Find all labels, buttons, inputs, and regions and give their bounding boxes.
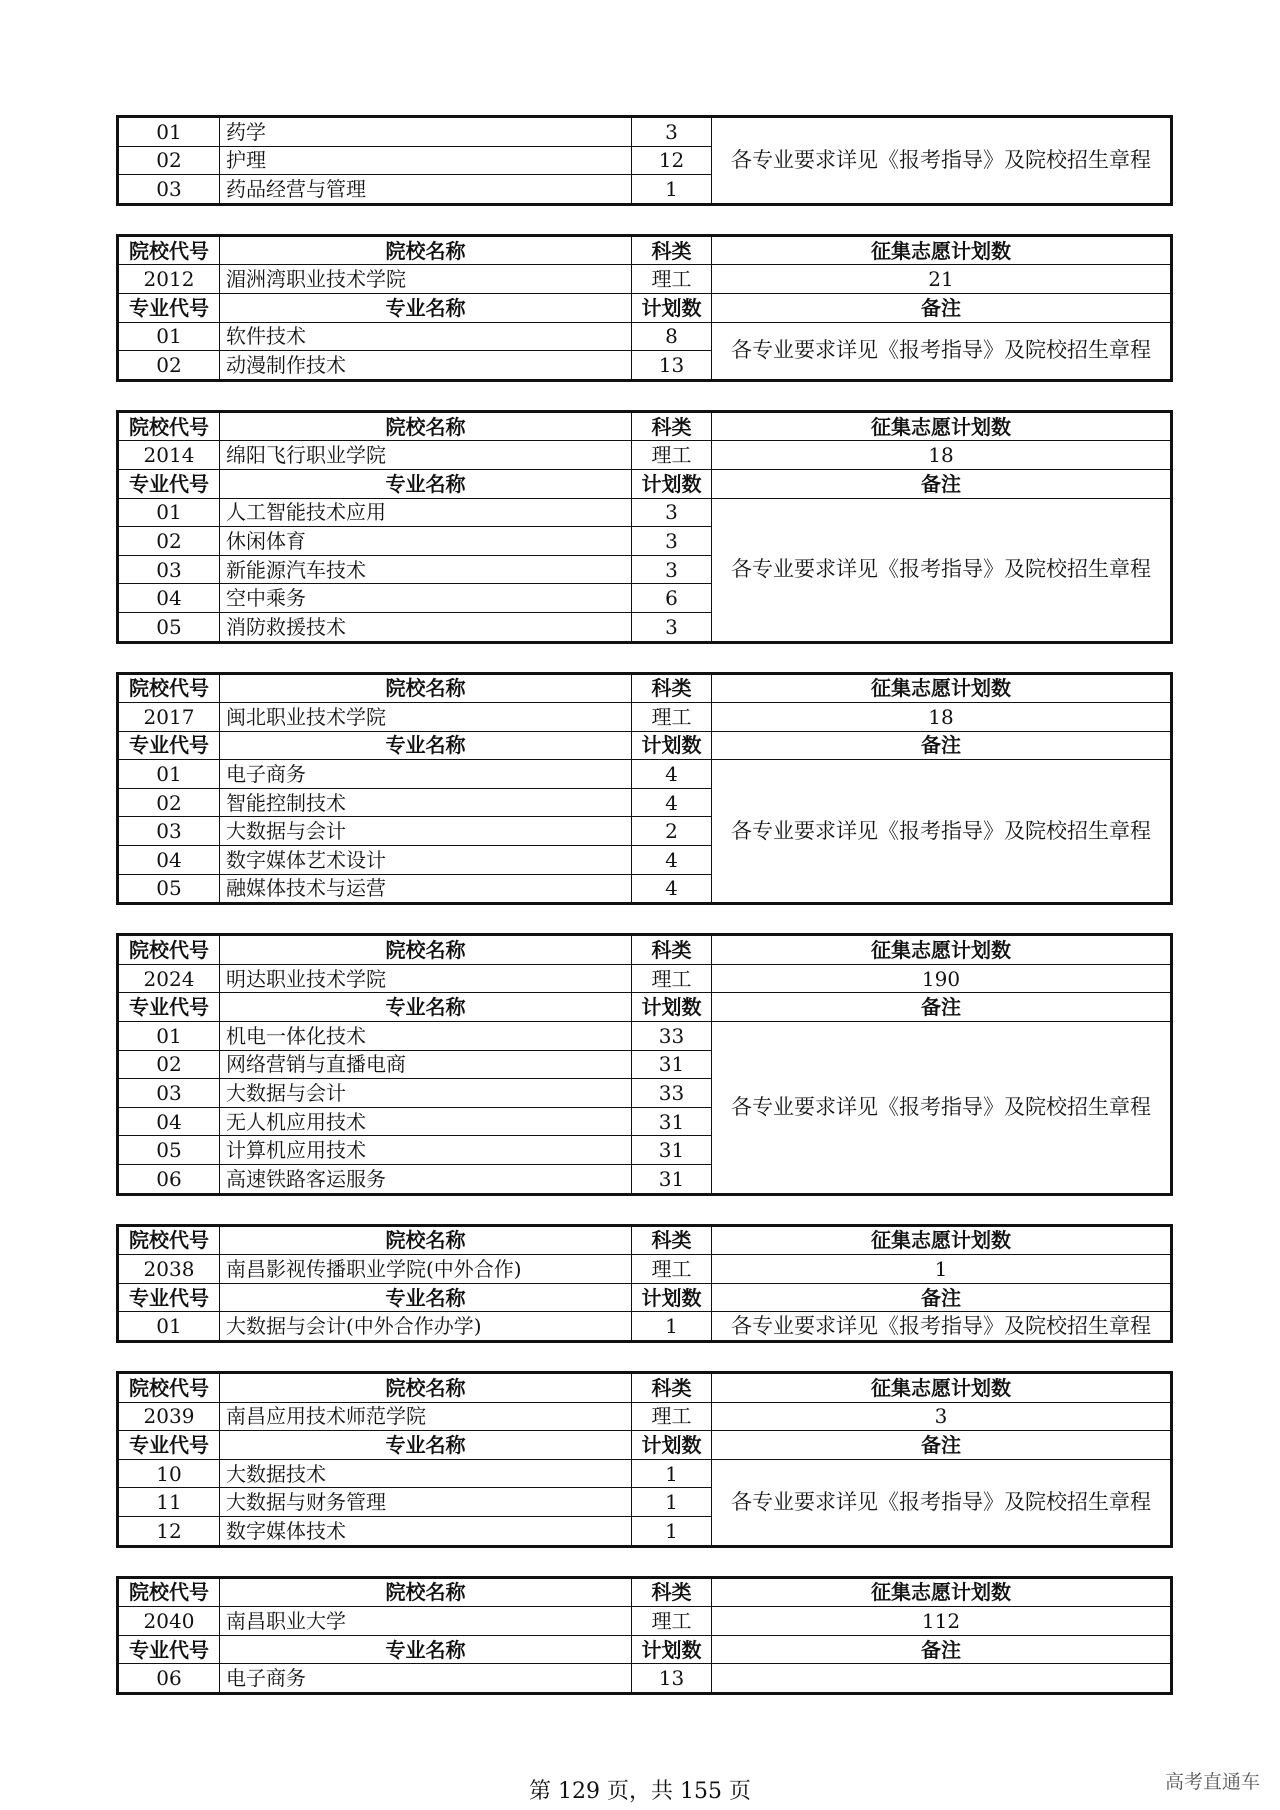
major-header-row bbox=[118, 469, 1172, 498]
major-plan-count: 3 bbox=[632, 527, 712, 556]
college-name: 湄洲湾职业技术学院 bbox=[220, 265, 632, 294]
college-code-header: 院校代号 bbox=[118, 935, 220, 965]
major-code: 06 bbox=[118, 1165, 220, 1195]
college-name: 南昌影视传播职业学院(中外合作) bbox=[220, 1255, 632, 1284]
plan-tables bbox=[116, 115, 1170, 1695]
major-code: 02 bbox=[118, 788, 220, 817]
remark-cell: 各专业要求详见《报考指导》及院校招生章程 bbox=[712, 1022, 1172, 1195]
major-row bbox=[118, 1459, 1172, 1488]
college-table bbox=[116, 234, 1173, 382]
college-table bbox=[116, 1224, 1173, 1343]
major-code: 05 bbox=[118, 1136, 220, 1165]
major-plan-count: 6 bbox=[632, 584, 712, 613]
major-plan-count: 4 bbox=[632, 760, 712, 789]
plan-count-header: 计划数 bbox=[632, 469, 712, 498]
major-code: 03 bbox=[118, 175, 220, 205]
major-row bbox=[118, 1312, 1172, 1342]
major-name-header: 专业名称 bbox=[220, 293, 632, 322]
major-code: 05 bbox=[118, 874, 220, 904]
college-header-row bbox=[118, 1225, 1172, 1255]
college-category: 理工 bbox=[632, 441, 712, 470]
college-name-header: 院校名称 bbox=[220, 673, 632, 703]
college-info-row bbox=[118, 265, 1172, 294]
major-plan-count: 31 bbox=[632, 1050, 712, 1079]
college-table bbox=[116, 410, 1173, 644]
major-plan-count: 3 bbox=[632, 555, 712, 584]
college-code-header: 院校代号 bbox=[118, 411, 220, 441]
college-plan-total: 18 bbox=[712, 703, 1172, 732]
major-plan-count: 4 bbox=[632, 874, 712, 904]
major-code: 04 bbox=[118, 846, 220, 875]
college-code: 2017 bbox=[118, 703, 220, 732]
major-code: 03 bbox=[118, 817, 220, 846]
college-category: 理工 bbox=[632, 1607, 712, 1636]
major-header-row bbox=[118, 731, 1172, 760]
major-name: 护理 bbox=[220, 146, 632, 175]
major-code: 04 bbox=[118, 584, 220, 613]
major-name: 大数据与会计(中外合作办学) bbox=[220, 1312, 632, 1342]
major-name-header: 专业名称 bbox=[220, 1283, 632, 1312]
remark-header: 备注 bbox=[712, 1431, 1172, 1460]
category-header: 科类 bbox=[632, 411, 712, 441]
college-code: 2039 bbox=[118, 1402, 220, 1431]
major-name: 动漫制作技术 bbox=[220, 351, 632, 381]
major-code: 01 bbox=[118, 498, 220, 527]
category-header: 科类 bbox=[632, 235, 712, 265]
college-name: 绵阳飞行职业学院 bbox=[220, 441, 632, 470]
major-plan-count: 1 bbox=[632, 175, 712, 205]
category-header: 科类 bbox=[632, 1225, 712, 1255]
major-code: 02 bbox=[118, 351, 220, 381]
major-name: 药品经营与管理 bbox=[220, 175, 632, 205]
college-name: 明达职业技术学院 bbox=[220, 964, 632, 993]
major-plan-count: 12 bbox=[632, 146, 712, 175]
major-plan-count: 33 bbox=[632, 1079, 712, 1108]
remark-cell: 各专业要求详见《报考指导》及院校招生章程 bbox=[712, 117, 1172, 205]
major-code: 03 bbox=[118, 1079, 220, 1108]
college-info-row bbox=[118, 441, 1172, 470]
major-code: 01 bbox=[118, 1312, 220, 1342]
plan-count-header: 计划数 bbox=[632, 1431, 712, 1460]
major-plan-count: 13 bbox=[632, 351, 712, 381]
major-name: 融媒体技术与运营 bbox=[220, 874, 632, 904]
college-header-row bbox=[118, 235, 1172, 265]
major-name-header: 专业名称 bbox=[220, 1635, 632, 1664]
remark-header: 备注 bbox=[712, 993, 1172, 1022]
college-plan-total: 18 bbox=[712, 441, 1172, 470]
college-name: 闽北职业技术学院 bbox=[220, 703, 632, 732]
remark-header: 备注 bbox=[712, 293, 1172, 322]
college-plan-total: 3 bbox=[712, 1402, 1172, 1431]
remark-header: 备注 bbox=[712, 731, 1172, 760]
college-code: 2012 bbox=[118, 265, 220, 294]
college-info-row bbox=[118, 703, 1172, 732]
major-header-row bbox=[118, 293, 1172, 322]
plan-count-header: 计划数 bbox=[632, 293, 712, 322]
plan-count-header: 计划数 bbox=[632, 1283, 712, 1312]
major-plan-count: 13 bbox=[632, 1664, 712, 1694]
major-plan-count: 1 bbox=[632, 1488, 712, 1517]
college-table bbox=[116, 1576, 1173, 1695]
major-name-header: 专业名称 bbox=[220, 1431, 632, 1460]
major-code: 01 bbox=[118, 1022, 220, 1051]
major-code: 11 bbox=[118, 1488, 220, 1517]
major-name: 数字媒体技术 bbox=[220, 1516, 632, 1546]
major-name: 数字媒体艺术设计 bbox=[220, 846, 632, 875]
major-header-row bbox=[118, 1635, 1172, 1664]
major-plan-count: 1 bbox=[632, 1459, 712, 1488]
college-table bbox=[116, 672, 1173, 906]
major-row bbox=[118, 322, 1172, 351]
major-name: 消防救援技术 bbox=[220, 612, 632, 642]
major-name: 软件技术 bbox=[220, 322, 632, 351]
college-category: 理工 bbox=[632, 265, 712, 294]
college-code: 2014 bbox=[118, 441, 220, 470]
college-header-row bbox=[118, 411, 1172, 441]
college-table bbox=[116, 1371, 1173, 1548]
college-name-header: 院校名称 bbox=[220, 1225, 632, 1255]
remark-cell: 各专业要求详见《报考指导》及院校招生章程 bbox=[712, 1312, 1172, 1342]
major-header-row bbox=[118, 1431, 1172, 1460]
major-name: 大数据与财务管理 bbox=[220, 1488, 632, 1517]
major-code-header: 专业代号 bbox=[118, 469, 220, 498]
major-code-header: 专业代号 bbox=[118, 293, 220, 322]
college-code: 2040 bbox=[118, 1607, 220, 1636]
category-header: 科类 bbox=[632, 673, 712, 703]
major-plan-count: 31 bbox=[632, 1107, 712, 1136]
watermark: 高考直通车 bbox=[1164, 1771, 1260, 1793]
major-name: 网络营销与直播电商 bbox=[220, 1050, 632, 1079]
college-name-header: 院校名称 bbox=[220, 1577, 632, 1607]
major-name: 人工智能技术应用 bbox=[220, 498, 632, 527]
major-code: 01 bbox=[118, 760, 220, 789]
major-code: 01 bbox=[118, 117, 220, 147]
major-name: 药学 bbox=[220, 117, 632, 147]
college-info-row bbox=[118, 1255, 1172, 1284]
college-name-header: 院校名称 bbox=[220, 235, 632, 265]
major-plan-count: 1 bbox=[632, 1516, 712, 1546]
major-row bbox=[118, 1664, 1172, 1694]
remark-cell: 各专业要求详见《报考指导》及院校招生章程 bbox=[712, 1459, 1172, 1546]
college-table bbox=[116, 933, 1173, 1195]
major-plan-count: 4 bbox=[632, 846, 712, 875]
college-plan-total: 21 bbox=[712, 265, 1172, 294]
college-table bbox=[116, 115, 1173, 206]
plan-total-header: 征集志愿计划数 bbox=[712, 1577, 1172, 1607]
major-code: 04 bbox=[118, 1107, 220, 1136]
college-name: 南昌职业大学 bbox=[220, 1607, 632, 1636]
remark-header: 备注 bbox=[712, 469, 1172, 498]
major-code-header: 专业代号 bbox=[118, 731, 220, 760]
major-code-header: 专业代号 bbox=[118, 1431, 220, 1460]
major-plan-count: 33 bbox=[632, 1022, 712, 1051]
major-code: 01 bbox=[118, 322, 220, 351]
major-name: 大数据与会计 bbox=[220, 817, 632, 846]
major-code-header: 专业代号 bbox=[118, 1635, 220, 1664]
major-plan-count: 3 bbox=[632, 498, 712, 527]
plan-total-header: 征集志愿计划数 bbox=[712, 235, 1172, 265]
college-code: 2024 bbox=[118, 964, 220, 993]
college-name-header: 院校名称 bbox=[220, 1372, 632, 1402]
college-info-row bbox=[118, 1607, 1172, 1636]
remark-header: 备注 bbox=[712, 1283, 1172, 1312]
major-name: 休闲体育 bbox=[220, 527, 632, 556]
college-header-row bbox=[118, 935, 1172, 965]
remark-cell bbox=[712, 1664, 1172, 1694]
major-code: 06 bbox=[118, 1664, 220, 1694]
college-plan-total: 112 bbox=[712, 1607, 1172, 1636]
plan-count-header: 计划数 bbox=[632, 1635, 712, 1664]
major-plan-count: 31 bbox=[632, 1136, 712, 1165]
major-name: 无人机应用技术 bbox=[220, 1107, 632, 1136]
major-row bbox=[118, 498, 1172, 527]
major-header-row bbox=[118, 1283, 1172, 1312]
major-code: 02 bbox=[118, 527, 220, 556]
plan-total-header: 征集志愿计划数 bbox=[712, 1225, 1172, 1255]
major-name-header: 专业名称 bbox=[220, 469, 632, 498]
major-row bbox=[118, 117, 1172, 147]
plan-total-header: 征集志愿计划数 bbox=[712, 935, 1172, 965]
major-plan-count: 3 bbox=[632, 117, 712, 147]
college-code-header: 院校代号 bbox=[118, 1225, 220, 1255]
college-header-row bbox=[118, 1577, 1172, 1607]
remark-cell: 各专业要求详见《报考指导》及院校招生章程 bbox=[712, 498, 1172, 642]
major-row bbox=[118, 760, 1172, 789]
major-name: 大数据技术 bbox=[220, 1459, 632, 1488]
major-code: 02 bbox=[118, 1050, 220, 1079]
college-code-header: 院校代号 bbox=[118, 1577, 220, 1607]
major-header-row bbox=[118, 993, 1172, 1022]
major-plan-count: 1 bbox=[632, 1312, 712, 1342]
category-header: 科类 bbox=[632, 1577, 712, 1607]
college-code-header: 院校代号 bbox=[118, 1372, 220, 1402]
major-name: 电子商务 bbox=[220, 760, 632, 789]
plan-count-header: 计划数 bbox=[632, 993, 712, 1022]
major-name: 大数据与会计 bbox=[220, 1079, 632, 1108]
college-code: 2038 bbox=[118, 1255, 220, 1284]
major-name: 高速铁路客运服务 bbox=[220, 1165, 632, 1195]
college-code-header: 院校代号 bbox=[118, 235, 220, 265]
category-header: 科类 bbox=[632, 1372, 712, 1402]
major-plan-count: 8 bbox=[632, 322, 712, 351]
major-name: 电子商务 bbox=[220, 1664, 632, 1694]
major-name: 计算机应用技术 bbox=[220, 1136, 632, 1165]
college-name-header: 院校名称 bbox=[220, 411, 632, 441]
category-header: 科类 bbox=[632, 935, 712, 965]
plan-count-header: 计划数 bbox=[632, 731, 712, 760]
page-footer: 第 129 页，共 155 页 bbox=[529, 1779, 751, 1804]
major-plan-count: 4 bbox=[632, 788, 712, 817]
college-info-row bbox=[118, 1402, 1172, 1431]
college-header-row bbox=[118, 673, 1172, 703]
major-name: 新能源汽车技术 bbox=[220, 555, 632, 584]
major-code: 05 bbox=[118, 612, 220, 642]
college-info-row bbox=[118, 964, 1172, 993]
college-name-header: 院校名称 bbox=[220, 935, 632, 965]
major-row bbox=[118, 1022, 1172, 1051]
major-plan-count: 3 bbox=[632, 612, 712, 642]
major-name: 智能控制技术 bbox=[220, 788, 632, 817]
plan-total-header: 征集志愿计划数 bbox=[712, 411, 1172, 441]
college-plan-total: 190 bbox=[712, 964, 1172, 993]
major-name: 机电一体化技术 bbox=[220, 1022, 632, 1051]
major-name: 空中乘务 bbox=[220, 584, 632, 613]
major-code: 03 bbox=[118, 555, 220, 584]
remark-cell: 各专业要求详见《报考指导》及院校招生章程 bbox=[712, 760, 1172, 904]
college-category: 理工 bbox=[632, 1402, 712, 1431]
college-category: 理工 bbox=[632, 1255, 712, 1284]
major-name-header: 专业名称 bbox=[220, 993, 632, 1022]
college-category: 理工 bbox=[632, 964, 712, 993]
major-plan-count: 31 bbox=[632, 1165, 712, 1195]
college-header-row bbox=[118, 1372, 1172, 1402]
college-category: 理工 bbox=[632, 703, 712, 732]
plan-total-header: 征集志愿计划数 bbox=[712, 1372, 1172, 1402]
major-code: 12 bbox=[118, 1516, 220, 1546]
college-name: 南昌应用技术师范学院 bbox=[220, 1402, 632, 1431]
college-plan-total: 1 bbox=[712, 1255, 1172, 1284]
plan-total-header: 征集志愿计划数 bbox=[712, 673, 1172, 703]
remark-cell: 各专业要求详见《报考指导》及院校招生章程 bbox=[712, 322, 1172, 380]
major-code-header: 专业代号 bbox=[118, 993, 220, 1022]
major-name-header: 专业名称 bbox=[220, 731, 632, 760]
remark-header: 备注 bbox=[712, 1635, 1172, 1664]
college-code-header: 院校代号 bbox=[118, 673, 220, 703]
major-code: 10 bbox=[118, 1459, 220, 1488]
major-code: 02 bbox=[118, 146, 220, 175]
major-code-header: 专业代号 bbox=[118, 1283, 220, 1312]
major-plan-count: 2 bbox=[632, 817, 712, 846]
